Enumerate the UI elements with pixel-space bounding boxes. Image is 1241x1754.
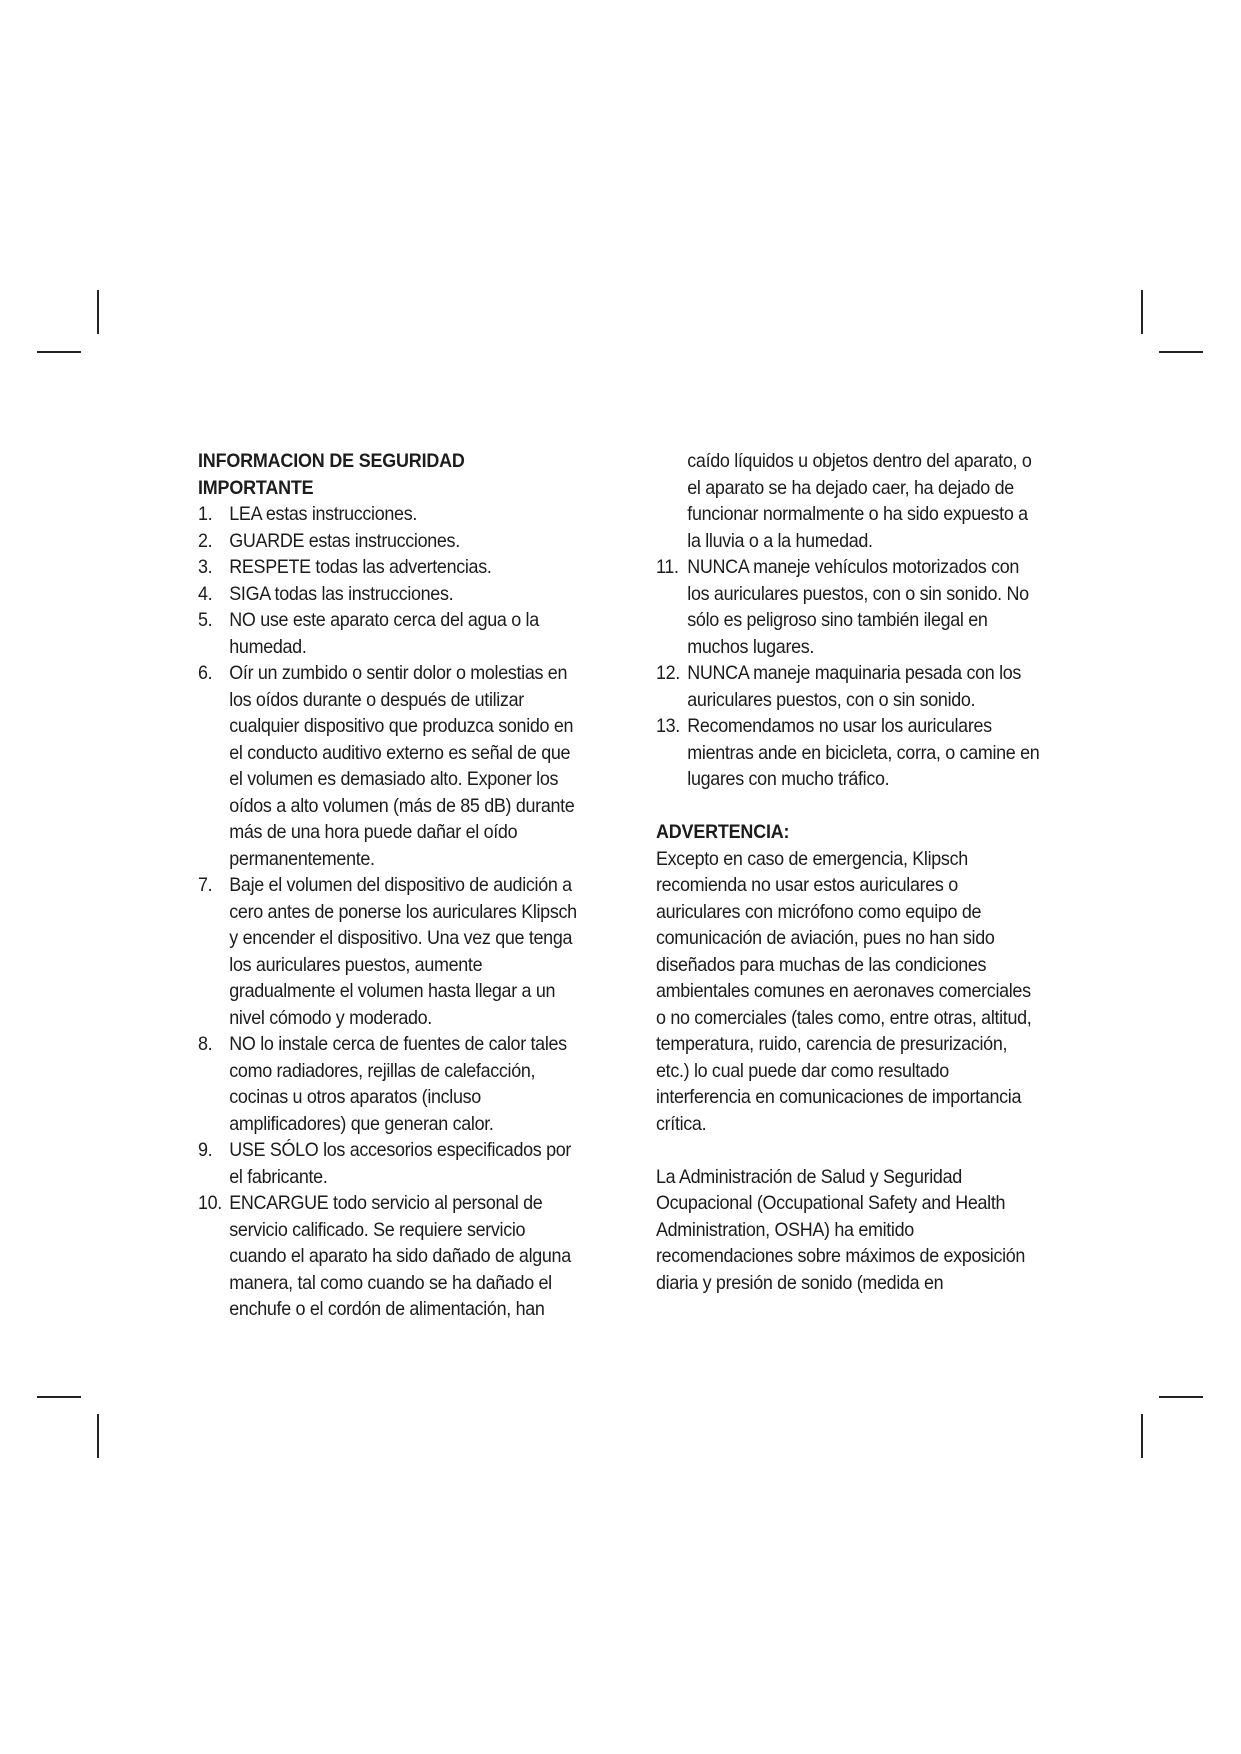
item-number: 1. <box>198 503 213 525</box>
crop-mark-top-left-horizontal <box>37 351 81 353</box>
item-text: Oír un zumbido o sentir dolor o molestias en los oídos durante o después de utilizar cualquier dispositivo que produzca sonido en el conducto auditivo externo es señal de que el volumen es demasiado alto. Exponer los oídos a alto volumen (más de 85 dB) durante más de una hora puede dañar el oído permanentemente. <box>229 662 575 870</box>
item-number: 8. <box>198 1033 213 1055</box>
item-text: SIGA todas las instrucciones. <box>229 582 454 605</box>
item-number: 13. <box>656 715 680 737</box>
item-number: 5. <box>198 609 213 631</box>
item-number: 3. <box>198 556 213 578</box>
crop-mark-bottom-right-horizontal <box>1159 1396 1203 1398</box>
list-item <box>198 1031 583 1137</box>
crop-mark-top-right-horizontal <box>1159 351 1203 353</box>
crop-mark-bottom-right-vertical <box>1141 1414 1143 1458</box>
item-text: ENCARGUE todo servicio al personal de servicio calificado. Se requiere servicio cuando el aparato ha sido dañado de alguna manera, tal como cuando se ha dañado el enchufe o el cordón de alimentación, han <box>229 1192 571 1320</box>
item-text: Baje el volumen del dispositivo de audición a cero antes de ponerse los auriculares Klipsch y encender el dispositivo. Una vez que tenga los auriculares puestos, aumente gradualmente el volumen hasta llegar a un nivel cómodo y moderado. <box>229 874 577 1029</box>
item-text: USE SÓLO los accesorios especificados por el fabricante. <box>229 1139 572 1188</box>
safety-list-continued <box>656 554 1041 793</box>
list-item <box>198 1190 583 1323</box>
list-item <box>198 581 583 608</box>
spacer <box>656 1137 1041 1164</box>
item-text: RESPETE todas las advertencias. <box>229 556 492 578</box>
item-number: 2. <box>198 529 213 552</box>
item-number: 11. <box>656 556 679 578</box>
safety-list <box>198 501 583 1323</box>
item-number: 6. <box>198 662 213 684</box>
crop-mark-bottom-left-vertical <box>97 1414 99 1458</box>
item-10-continuation: caído líquidos u objetos dentro del aparato, o el aparato se ha dejado caer, ha dejado de funcionar normalmente o ha sido expuesto a la lluvia o a la humedad. <box>687 450 1032 552</box>
item-number: 7. <box>198 874 213 896</box>
item-text: NUNCA maneje maquinaria pesada con los auriculares puestos, con o sin sonido. <box>687 662 1022 711</box>
list-item <box>198 554 583 581</box>
item-text: GUARDE estas instrucciones. <box>229 529 460 552</box>
spacer <box>656 793 1041 820</box>
item-number: 10. <box>198 1192 222 1214</box>
item-text: Recomendamos no usar los auriculares mientras ande en bicicleta, corra, o camine en lugares con mucho tráfico. <box>687 715 1040 790</box>
item-text: NO use este aparato cerca del agua o la humedad. <box>229 609 539 658</box>
list-item <box>198 501 583 528</box>
item-text: LEA estas instrucciones. <box>229 503 418 525</box>
item-number: 9. <box>198 1139 213 1161</box>
safety-heading: INFORMACION DE SEGURIDAD IMPORTANTE <box>198 450 465 499</box>
osha-paragraph: La Administración de Salud y Seguridad Ocupacional (Occupational Safety and Health Administration, OSHA) ha emitido recomendaciones sobre máximos de exposición diaria y presión de sonido (medida en <box>656 1165 1026 1294</box>
list-item <box>656 554 1041 660</box>
crop-mark-top-right-vertical <box>1141 290 1143 334</box>
list-item <box>656 713 1041 793</box>
item-number: 4. <box>198 582 213 605</box>
item-text: NO lo instale cerca de fuentes de calor tales como radiadores, rejillas de calefacción, cocinas u otros aparatos (incluso amplificadores) que generan calor. <box>229 1033 567 1135</box>
list-item <box>198 660 583 872</box>
item-text: NUNCA maneje vehículos motorizados con los auriculares puestos, con o sin sonido. No sólo es peligroso sino también ilegal en muchos lugares. <box>687 556 1029 658</box>
crop-mark-bottom-left-horizontal <box>37 1396 81 1398</box>
list-item <box>198 1137 583 1190</box>
list-item <box>198 872 583 1031</box>
list-item <box>198 528 583 555</box>
warning-heading: ADVERTENCIA: <box>656 821 790 843</box>
item-number: 12. <box>656 662 680 684</box>
list-item <box>656 660 1041 713</box>
warning-paragraph: Excepto en caso de emergencia, Klipsch recomienda no usar estos auriculares o auriculares con micrófono como equipo de comunicación de aviación, pues no han sido diseñados para muchas de las condiciones ambientales comunes en aeronaves comerciales o no comerciales (tales como, entre otras, altitud, temperatura, ruido, carencia de presurización, etc.) lo cual puede dar como resultado interferencia en comunicaciones de importancia crítica. <box>656 847 1032 1135</box>
list-item <box>198 607 583 660</box>
left-column <box>198 448 583 1323</box>
crop-mark-top-left-vertical <box>97 290 99 334</box>
right-column <box>656 448 1041 1296</box>
